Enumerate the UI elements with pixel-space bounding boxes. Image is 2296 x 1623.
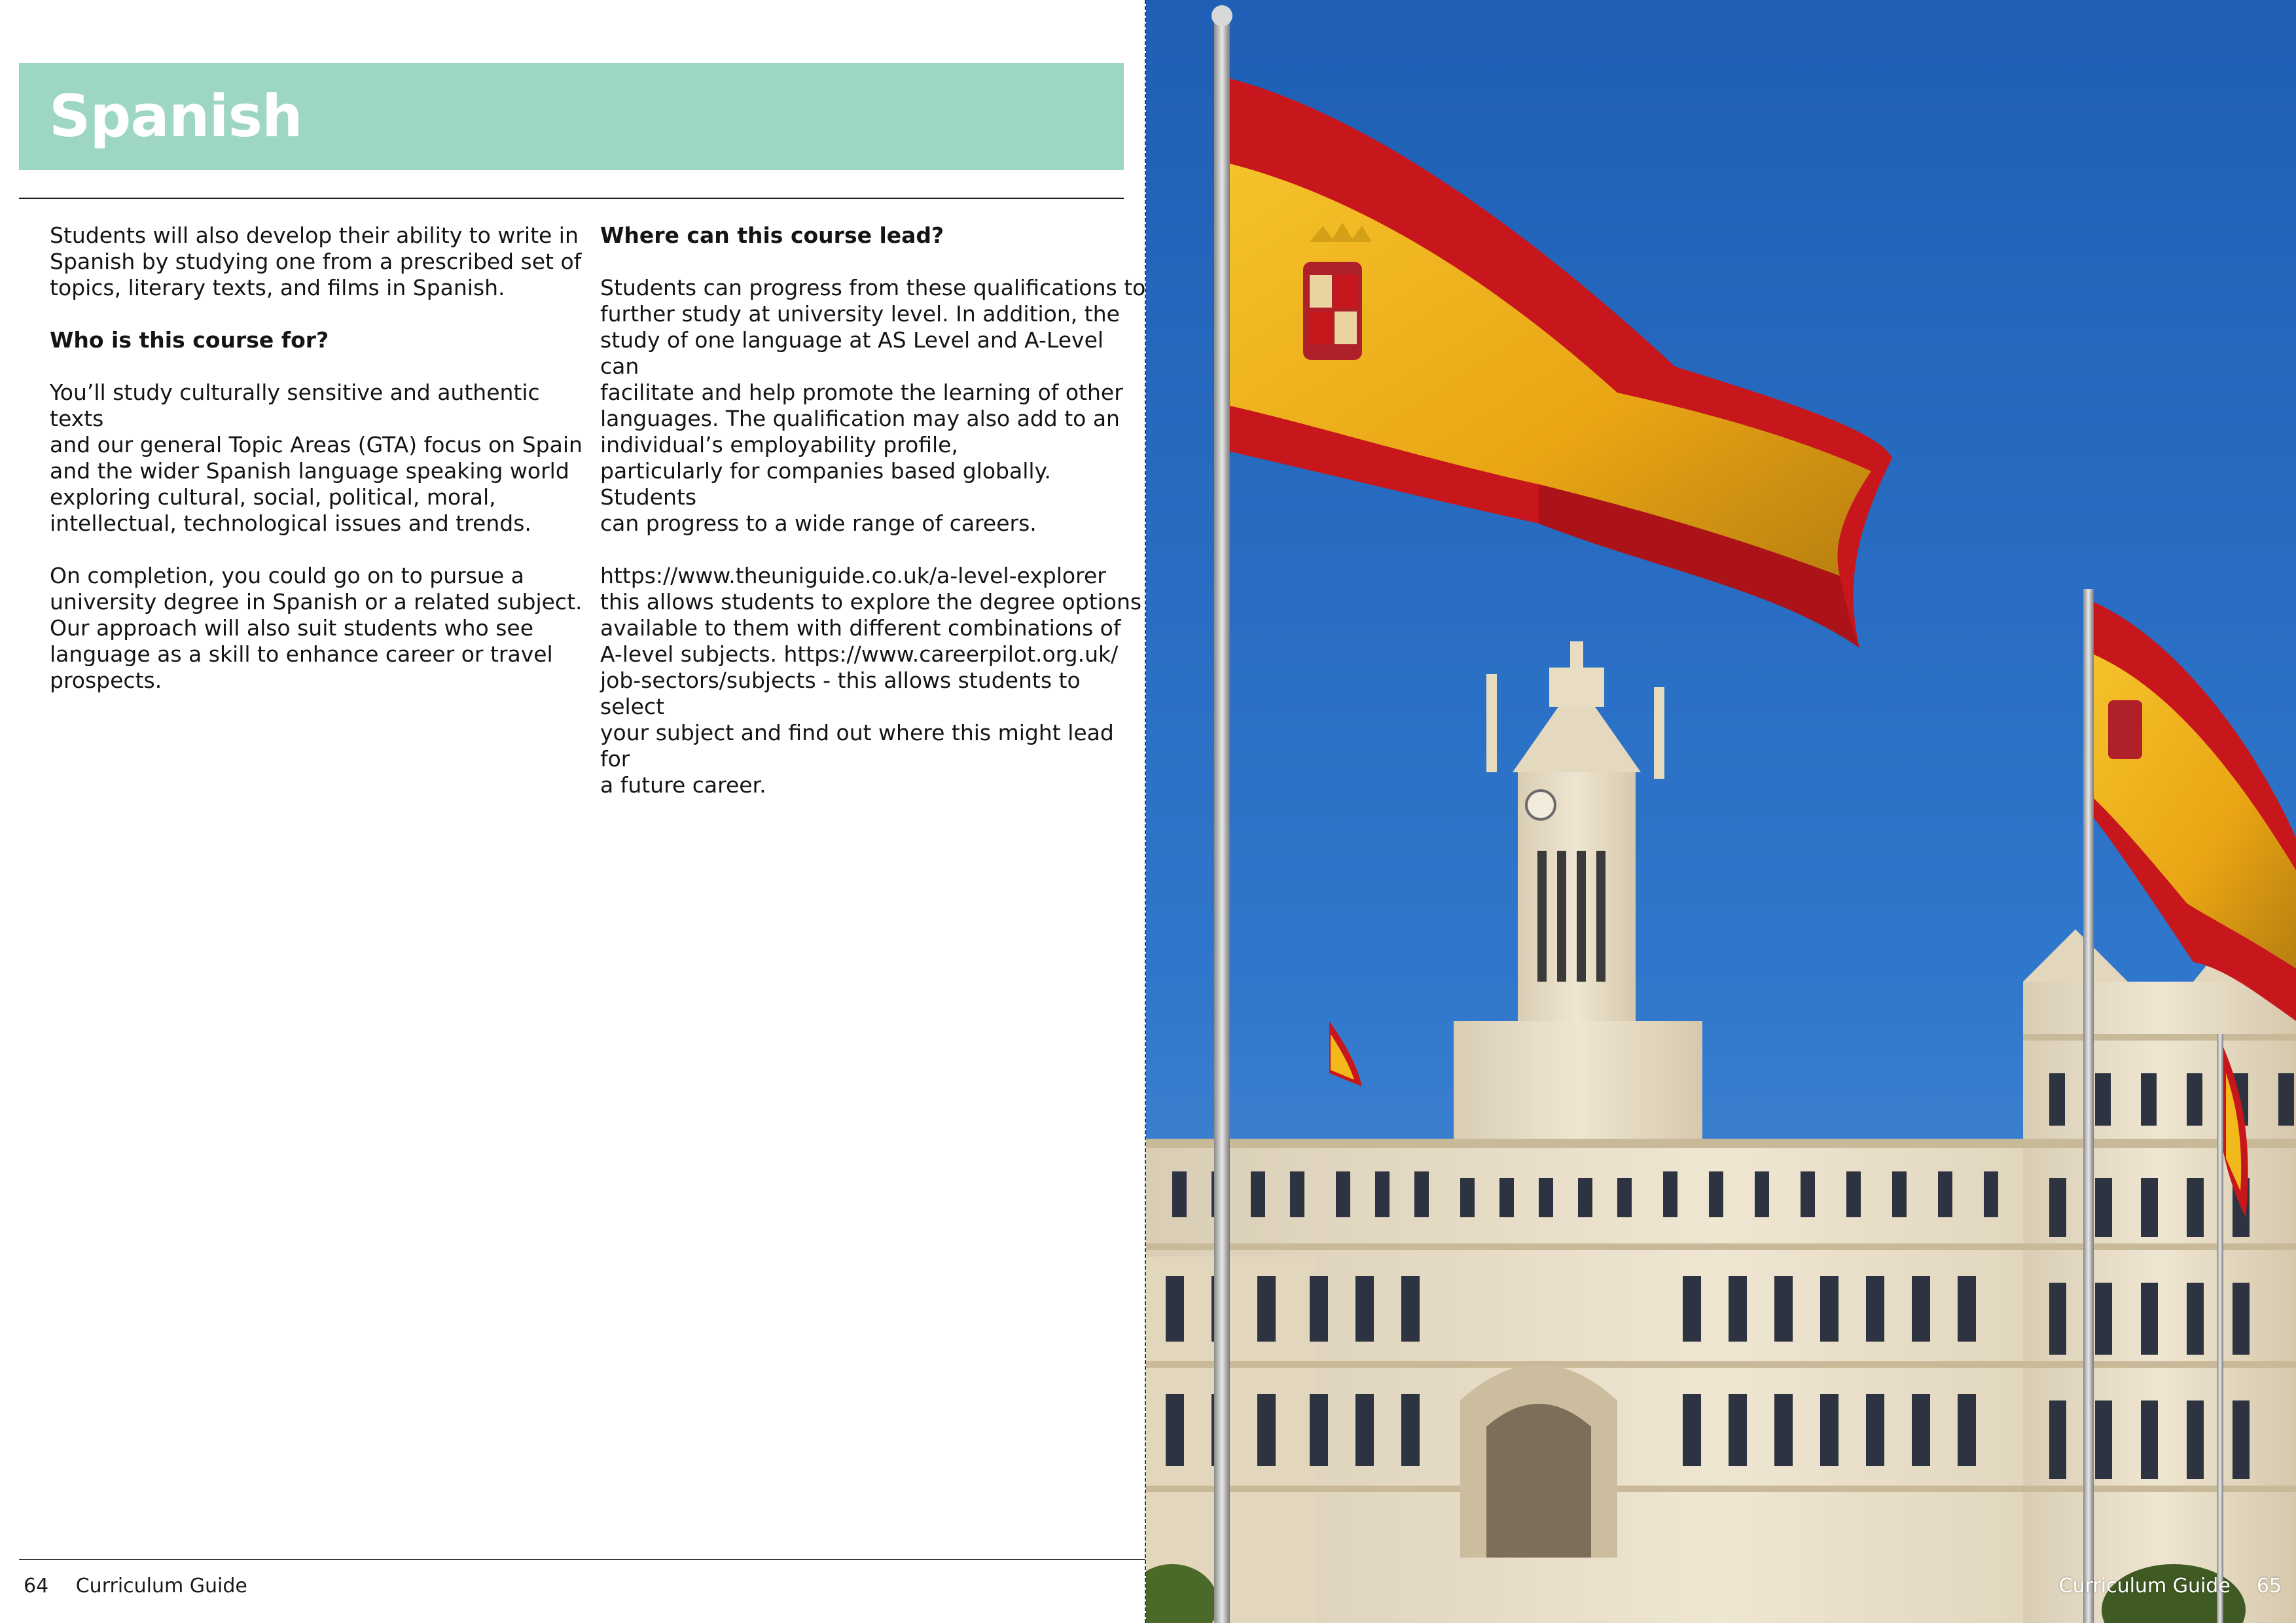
flagpole-third [2217,1034,2223,1623]
footer-right [2059,1573,2282,1599]
footer-label-left: Curriculum Guide [75,1575,247,1597]
course-for-paragraph: You’ll study culturally sensitive and authentic texts and our general Topic Areas (GTA) focus on Spain and the wider Spanish language speaking world exploring cultural, social, political, moral, intellectual, technological issues and trends. [50,380,583,536]
footer-left [24,1573,247,1599]
course-for-heading: Who is this course for? [50,327,329,353]
flagpole-second [2083,589,2094,1623]
page-number-left: 64 [24,1575,49,1597]
left-page [0,0,1145,1623]
links-paragraph: https://www.theuniguide.co.uk/a-level-explorer this allows students to explore the degree options available to them with different combinations of A-level subjects. https://www.careerpilot.org.uk/ job-sectors/subjects - this allows students to select your subject and find out where this might lead for a future career. [600,563,1142,798]
footer-label-right: Curriculum Guide [2058,1575,2231,1597]
progression-paragraph: Students can progress from these qualifications to further study at university level. In addition, the study of one language at AS Level and A-Level can facilitate and help promote the learning of other languages. The qualification may also add to an individual’s employability profile, particularly for companies based globally. Students can progress to a wide range of careers. [600,275,1146,536]
header-divider [19,198,1124,199]
flagpole-main [1214,13,1230,1623]
footer-divider [19,1559,1145,1560]
title-banner [19,63,1124,170]
spain-flags-photo [1146,0,2296,1623]
right-text-column [600,223,1147,825]
page-title: Spanish [49,82,302,150]
course-lead-heading: Where can this course lead? [600,223,944,248]
completion-paragraph: On completion, you could go on to pursue a university degree in Spanish or a related subject. Our approach will also suit students who see language as a skill to enhance career or travel prospects. [50,563,583,693]
photo-illustration [1146,0,2296,1623]
page-number-right: 65 [2256,1575,2282,1597]
left-text-column [50,223,586,720]
intro-paragraph: Students will also develop their ability to write in Spanish by studying one from a prescribed set of topics, literary texts, and films in Spanish. [50,223,582,300]
